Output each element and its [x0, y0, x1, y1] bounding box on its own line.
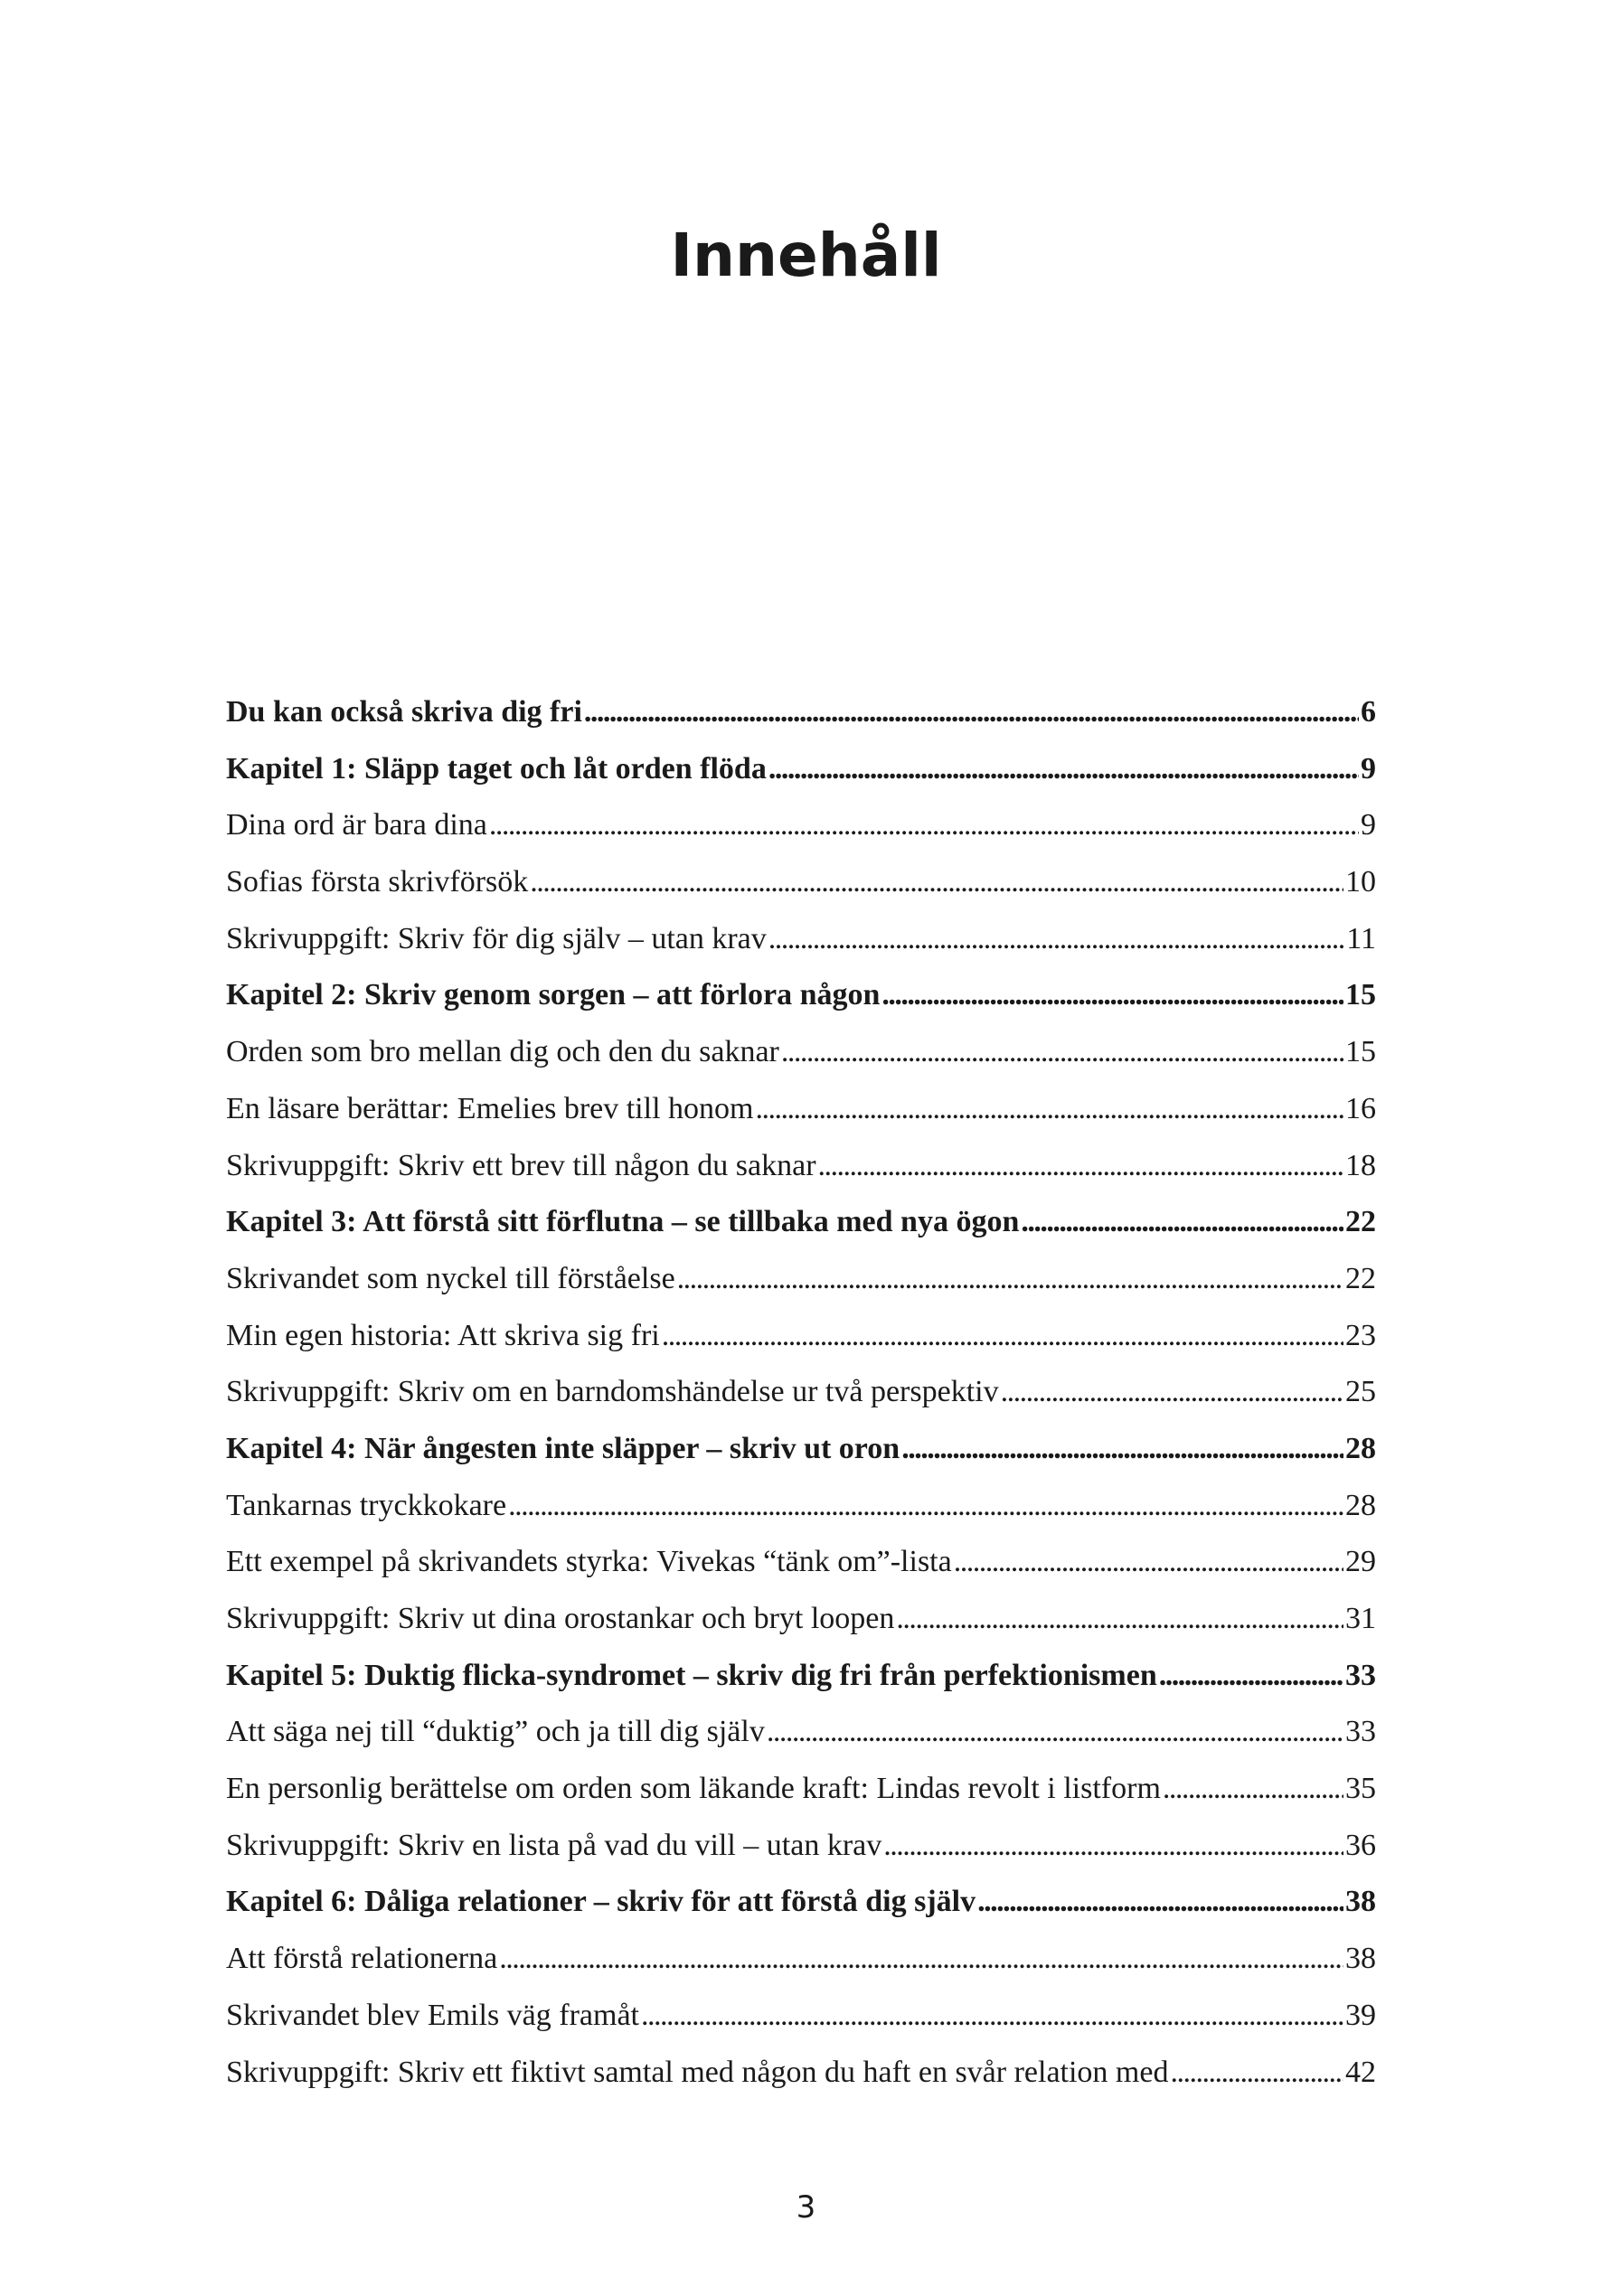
toc-entry-label: Skrivuppgift: Skriv ut dina orostankar och bryt loopen: [226, 1602, 895, 1635]
toc-dot-leader: [499, 1931, 1343, 1988]
toc-section-entry: [226, 797, 1376, 854]
toc-dot-leader: [818, 1138, 1343, 1195]
toc-entry-label: Kapitel 2: Skriv genom sorgen – att förlora någon: [226, 978, 881, 1012]
toc-section-entry: [226, 1988, 1376, 2045]
toc-entry-label: Att förstå relationerna: [226, 1942, 498, 1976]
toc-chapter-entry: [226, 741, 1376, 798]
toc-dot-leader: [767, 1704, 1343, 1761]
toc-dot-leader: [641, 1988, 1343, 2045]
toc-entry-label: Skrivuppgift: Skriv en lista på vad du vill – utan krav: [226, 1828, 882, 1862]
toc-section-entry: [226, 1761, 1376, 1818]
toc-entry-label: Kapitel 4: När ångesten inte släpper – skriv ut oron: [226, 1431, 900, 1465]
toc-section-entry: [226, 1534, 1376, 1591]
toc-dot-leader: [768, 911, 1344, 968]
toc-section-entry: [226, 1251, 1376, 1308]
toc-entry-page: 10: [1345, 865, 1376, 899]
toc-entry-page: 38: [1345, 1885, 1376, 1919]
toc-dot-leader: [901, 1421, 1343, 1478]
toc-entry-page: 29: [1345, 1545, 1376, 1579]
toc-entry-page: 15: [1345, 978, 1376, 1012]
toc-section-entry: [226, 1591, 1376, 1648]
toc-entry-page: 28: [1345, 1488, 1376, 1522]
toc-entry-label: Skrivuppgift: Skriv för dig själv – utan krav: [226, 921, 767, 955]
toc-entry-page: 38: [1345, 1942, 1376, 1976]
toc-entry-label: Kapitel 5: Duktig flicka-syndromet – skriv dig fri från perfektionismen: [226, 1658, 1157, 1692]
toc-dot-leader: [1001, 1364, 1343, 1421]
toc-entry-page: 11: [1346, 921, 1376, 955]
toc-dot-leader: [755, 1081, 1343, 1138]
toc-entry-page: 31: [1345, 1602, 1376, 1635]
toc-entry-label: Ett exempel på skrivandets styrka: Vivekas “tänk om”-lista: [226, 1545, 952, 1579]
toc-dot-leader: [1159, 1648, 1343, 1705]
toc-entry-label: Du kan också skriva dig fri: [226, 695, 582, 729]
toc-dot-leader: [881, 967, 1343, 1024]
toc-section-entry: [226, 854, 1376, 911]
toc-entry-page: 9: [1361, 808, 1376, 842]
toc-entry-page: 22: [1345, 1205, 1376, 1239]
toc-entry-label: Tankarnas tryckkokare: [226, 1488, 507, 1522]
toc-dot-leader: [954, 1534, 1343, 1591]
toc-chapter-entry: [226, 684, 1376, 741]
toc-entry-label: Skrivandet blev Emils väg framåt: [226, 1998, 639, 2032]
toc-entry-label: Skrivuppgift: Skriv om en barndomshändelse ur två perspektiv: [226, 1375, 999, 1409]
toc-dot-leader: [489, 797, 1359, 854]
toc-dot-leader: [781, 1024, 1343, 1081]
page-title: Innehåll: [670, 221, 942, 290]
toc-section-entry: [226, 1081, 1376, 1138]
toc-dot-leader: [677, 1251, 1343, 1308]
toc-section-entry: [226, 2045, 1376, 2102]
toc-entry-page: 15: [1345, 1035, 1376, 1069]
toc-section-entry: [226, 1818, 1376, 1875]
toc-entry-page: 23: [1345, 1318, 1376, 1352]
toc-entry-page: 39: [1345, 1998, 1376, 2032]
toc-entry-label: Att säga nej till “duktig” och ja till dig själv: [226, 1715, 765, 1749]
toc-entry-page: 18: [1345, 1148, 1376, 1182]
toc-dot-leader: [896, 1591, 1343, 1648]
toc-dot-leader: [977, 1874, 1343, 1931]
toc-dot-leader: [1021, 1194, 1343, 1251]
toc-entry-label: Orden som bro mellan dig och den du saknar: [226, 1035, 779, 1069]
toc-dot-leader: [883, 1818, 1343, 1875]
toc-chapter-entry: [226, 1194, 1376, 1251]
toc-entry-label: Dina ord är bara dina: [226, 808, 487, 842]
toc-dot-leader: [1163, 1761, 1343, 1818]
toc-entry-label: Kapitel 6: Dåliga relationer – skriv för att förstå dig själv: [226, 1885, 976, 1919]
toc-entry-label: Skrivandet som nyckel till förståelse: [226, 1261, 675, 1295]
toc-section-entry: [226, 1024, 1376, 1081]
page-number: 3: [796, 2189, 816, 2225]
toc-entry-page: 6: [1361, 695, 1376, 729]
toc-dot-leader: [1170, 2045, 1343, 2102]
toc-dot-leader: [508, 1478, 1343, 1535]
toc-entry-page: 25: [1345, 1375, 1376, 1409]
toc-dot-leader: [584, 684, 1359, 741]
toc-entry-label: Skrivuppgift: Skriv ett fiktivt samtal med någon du haft en svår relation med: [226, 2055, 1169, 2089]
toc-entry-page: 33: [1345, 1658, 1376, 1692]
toc-dot-leader: [662, 1308, 1343, 1365]
toc-section-entry: [226, 911, 1376, 968]
toc-entry-label: En läsare berättar: Emelies brev till honom: [226, 1091, 754, 1125]
toc-entry-label: Skrivuppgift: Skriv ett brev till någon du saknar: [226, 1148, 816, 1182]
toc-section-entry: [226, 1138, 1376, 1195]
toc-dot-leader: [530, 854, 1343, 911]
toc-entry-page: 33: [1345, 1715, 1376, 1749]
toc-dot-leader: [768, 741, 1359, 798]
toc-chapter-entry: [226, 1874, 1376, 1931]
toc-entry-page: 16: [1345, 1091, 1376, 1125]
toc-entry-label: Sofias första skrivförsök: [226, 865, 529, 899]
toc-entry-label: Kapitel 1: Släpp taget och låt orden flöda: [226, 751, 767, 786]
toc-chapter-entry: [226, 967, 1376, 1024]
toc-section-entry: [226, 1931, 1376, 1988]
toc-section-entry: [226, 1308, 1376, 1365]
toc-section-entry: [226, 1478, 1376, 1535]
toc-section-entry: [226, 1704, 1376, 1761]
toc-entry-label: En personlig berättelse om orden som läkande kraft: Lindas revolt i listform: [226, 1772, 1161, 1806]
toc-entry-page: 36: [1345, 1828, 1376, 1862]
toc-entry-page: 9: [1361, 751, 1376, 786]
toc-entry-label: Kapitel 3: Att förstå sitt förflutna – se tillbaka med nya ögon: [226, 1205, 1020, 1239]
toc-chapter-entry: [226, 1648, 1376, 1705]
toc-entry-page: 22: [1345, 1261, 1376, 1295]
table-of-contents: [226, 684, 1376, 2101]
toc-chapter-entry: [226, 1421, 1376, 1478]
toc-entry-page: 28: [1345, 1431, 1376, 1465]
toc-entry-page: 35: [1345, 1772, 1376, 1806]
toc-entry-label: Min egen historia: Att skriva sig fri: [226, 1318, 660, 1352]
toc-entry-page: 42: [1345, 2055, 1376, 2089]
toc-section-entry: [226, 1364, 1376, 1421]
